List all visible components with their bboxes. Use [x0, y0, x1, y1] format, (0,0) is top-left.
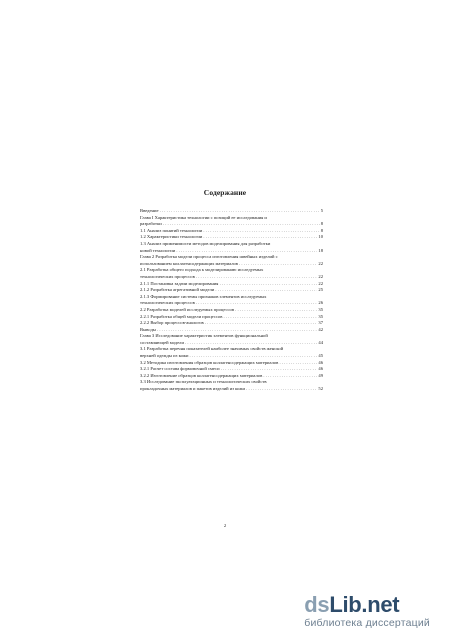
toc-entry-text: новой технологии . . . — [140, 248, 323, 255]
page-title: Содержание — [203, 188, 247, 197]
toc-entry-page: 5 — [320, 208, 323, 213]
toc-entry-text: 3.2 Методика изготовления образцов коллагенсодержащих материалов . . . — [140, 360, 323, 367]
toc-entry-text: 3.1 Разработка перечня показателей наиболее значимых свойств женской — [140, 346, 284, 352]
toc-entry-text: 1.3 Анализ применимости методов моделирования для разработки — [140, 240, 271, 246]
toc-entry-page: 49 — [318, 372, 323, 378]
toc-entry-text: верхней одежды из кожи . . . — [140, 353, 323, 360]
toc-entry — [140, 366, 323, 373]
toc-entry-page: 8 — [320, 227, 323, 233]
toc-entry-text: 2.2.1 Разработка общей модели процессов . . . — [140, 314, 323, 321]
toc-entry-text: 2.1.3 Формирование системы признаков элементов исследуемых — [140, 293, 267, 299]
toc-entry — [140, 314, 323, 321]
watermark — [304, 594, 430, 629]
toc-entry — [140, 215, 323, 228]
toc-entry-page: 52 — [318, 386, 323, 392]
dslib-logo: dsLib.net — [304, 592, 400, 617]
toc-entry-page: 44 — [318, 339, 323, 345]
toc-entry-text: Глава 2 Разработка модели процесса изготовления швейных изделий с — [140, 254, 278, 260]
toc-entry-page: 10 — [318, 234, 323, 240]
toc-entry — [140, 327, 323, 334]
toc-entry — [140, 333, 323, 346]
toc-entry-text: 2.1 Разработка общего подхода к моделированию исследуемых — [140, 267, 264, 273]
toc-entry — [140, 287, 323, 294]
toc-entry-page: 22 — [318, 273, 323, 279]
toc-entry — [140, 254, 323, 267]
toc-entry-text: 3.2.1 Расчет состава формовочной смеси . . . — [140, 366, 323, 373]
toc-entry-text: Глава I Характеристика технологии с позиций ее исследования и — [140, 214, 267, 220]
toc-entry — [140, 294, 323, 307]
toc-entry-page: 8 — [320, 221, 323, 227]
toc-entry-text: составляющей модели . . . — [140, 340, 323, 347]
toc-entry-page: 35 — [318, 313, 323, 319]
toc-entry-page: 18 — [318, 247, 323, 253]
toc-entry-text: использованием коллагенсодержащих материалов . . . — [140, 261, 323, 268]
toc-entry-text: Выводы . . . — [140, 327, 323, 334]
toc-entry-text: 2.2 Разработка моделей исследуемых процессов . . . — [140, 307, 323, 314]
toc-entry-text: разработки . . . — [140, 221, 323, 228]
toc-entry-text: Введение . . . — [140, 208, 323, 215]
watermark-subtitle: библиотека диссертаций — [304, 617, 430, 629]
toc-entry-page: 45 — [318, 353, 323, 359]
toc-entry — [140, 360, 323, 367]
toc-entry — [140, 208, 323, 215]
toc-entry-text: 2.1.2 Разработка агрегативной модели . . . — [140, 287, 323, 294]
toc-entry-text: 3.3 Исследование эксплуатационных и технологических свойств — [140, 379, 267, 385]
toc-entry — [140, 241, 323, 254]
toc-entry-text: технологических процессов . . . — [140, 274, 323, 281]
toc-entry-text: 3.2.2 Изготовление образцов коллагенсодержащих материалов . . . — [140, 373, 323, 380]
toc-entry — [140, 228, 323, 235]
toc-entry — [140, 234, 323, 241]
toc-entry-text: 2.1.1 Постановка задачи моделирования . . . — [140, 281, 323, 288]
toc-entry-text: Глава 3 Исследование характеристик элементов функциональной — [140, 333, 268, 339]
toc-entry-page: 42 — [318, 326, 323, 332]
toc-entry-page: 46 — [318, 359, 323, 365]
toc-entry-page: 25 — [318, 287, 323, 293]
toc-entry — [140, 320, 323, 327]
toc-entry-text: 1.1 Анализ понятий технологии . . . — [140, 228, 323, 235]
toc-entry-text: 2.2.2 Выбор процессов-аналогов . . . — [140, 320, 323, 327]
toc-entry-page: 46 — [318, 366, 323, 372]
toc-entry — [140, 307, 323, 314]
toc-entry — [140, 267, 323, 280]
toc-entry — [140, 281, 323, 288]
toc-entry-page: 37 — [318, 320, 323, 326]
toc-entry-page: 26 — [318, 300, 323, 306]
toc-entry — [140, 346, 323, 359]
toc-entry-page: 35 — [318, 306, 323, 312]
page-number: 2 — [223, 523, 227, 528]
toc-entry-text: 1.2 Характеристики технологии . . . — [140, 234, 323, 241]
toc-entry-text: технологических процессов . . . — [140, 300, 323, 307]
toc-entry — [140, 373, 323, 380]
toc-entry — [140, 379, 323, 392]
toc-entry-text: прокладочных материалов и пакетов изделий из кожи . . . — [140, 386, 323, 393]
toc-entry-page: 22 — [318, 280, 323, 286]
toc-entry-page: 22 — [318, 260, 323, 266]
table-of-contents — [140, 208, 323, 393]
